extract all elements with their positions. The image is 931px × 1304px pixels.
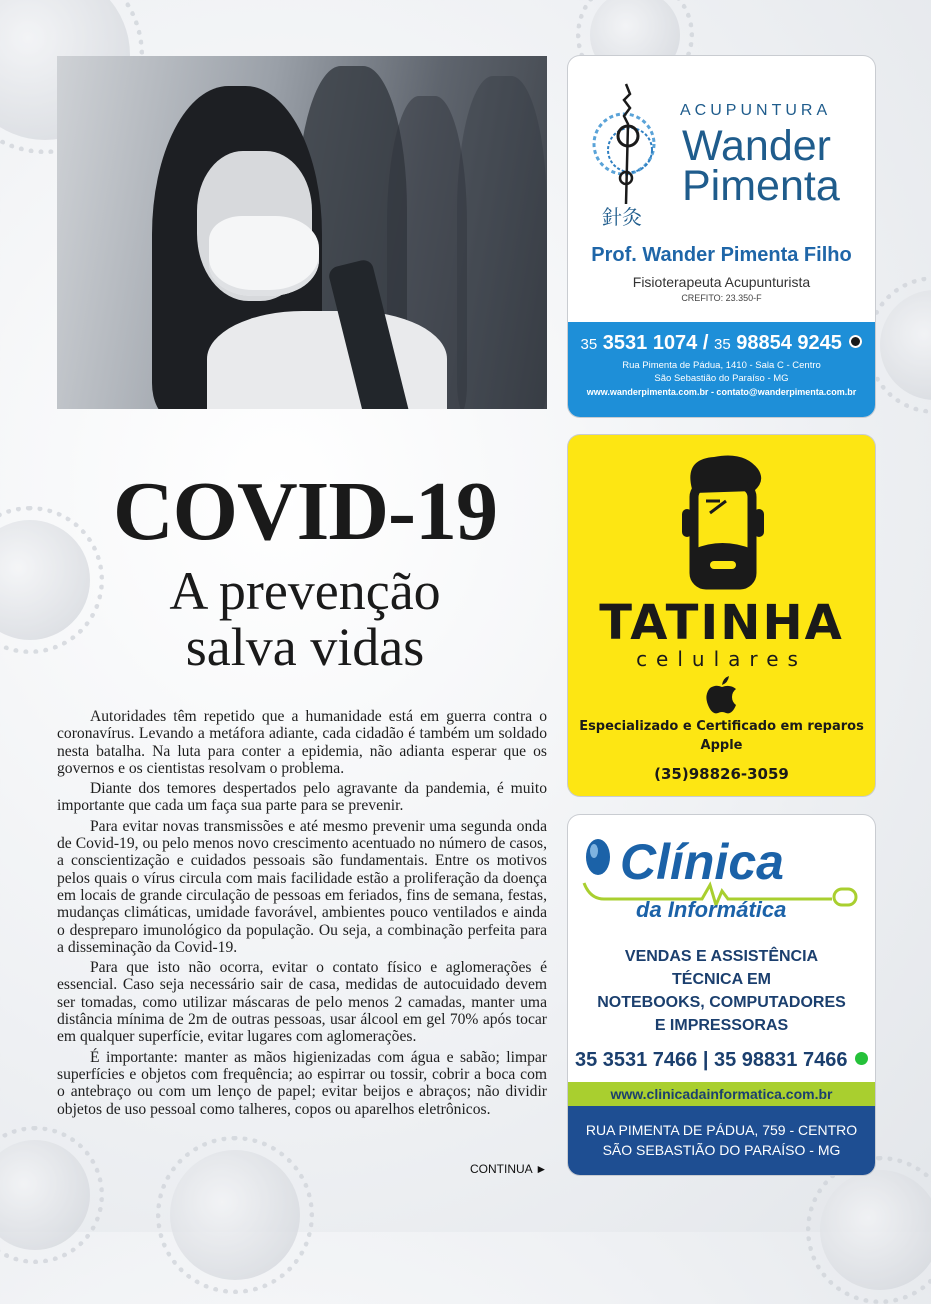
specialty-line1: Especializado e Certificado em reparos bbox=[579, 719, 864, 734]
phone-numbers[interactable] bbox=[568, 332, 875, 355]
professional-name: Prof. Wander Pimenta Filho bbox=[591, 244, 852, 266]
area-code: 35 bbox=[580, 336, 598, 353]
article-paragraph: Diante dos temores despertados pelo agravante da pandemia, é muito importante que cada um faça sua parte para se prevenir. bbox=[57, 780, 547, 815]
virus-decoration bbox=[820, 1170, 931, 1290]
virus-decoration bbox=[880, 290, 931, 400]
address-line2: SÃO SEBASTIÃO DO PARAÍSO - MG bbox=[602, 1142, 841, 1158]
article-paragraph: É importante: manter as mãos higienizadas com água e sabão; limpar superfícies e objetos com frequência; ao espirrar ou tossir, cobrir a boca com o antebraço ou com um lenço de papel; evitar beijos e abraços; não dividir objetos de uso pessoal como talheres, copos ou aparelhos eletrônicos. bbox=[57, 1048, 547, 1118]
chinese-characters: 針灸 bbox=[602, 205, 642, 229]
apple-logo-icon bbox=[704, 675, 740, 715]
brand-name bbox=[682, 122, 840, 210]
specialty-line2: Apple bbox=[700, 738, 743, 753]
phone-numbers[interactable] bbox=[568, 1049, 875, 1072]
article-body bbox=[57, 708, 547, 1118]
headline-subtitle-line2: salva vidas bbox=[185, 617, 425, 677]
crefito-number: CREFITO: 23.350-F bbox=[681, 293, 762, 303]
headline-title: COVID-19 bbox=[113, 465, 497, 558]
phone-numbers-text: 35 3531 7466 | 35 98831 7466 bbox=[574, 1049, 848, 1071]
virus-decoration bbox=[0, 1140, 90, 1250]
clinic-name: Clínica bbox=[620, 834, 784, 890]
service-line: VENDAS E ASSISTÊNCIA bbox=[624, 948, 819, 965]
service-line: E IMPRESSORAS bbox=[654, 1017, 789, 1034]
brand-name-line1: Wander bbox=[682, 122, 831, 170]
professional-role: Fisioterapeuta Acupunturista bbox=[632, 274, 811, 290]
services-list bbox=[568, 945, 875, 1037]
virus-decoration bbox=[170, 1150, 300, 1280]
article-paragraph: Autoridades têm repetido que a humanidade está em guerra contra o coronavírus. Levando a metáfora adiante, cada cidadão é também um soldado nesta batalha. Na luta para conter a epidemia, não adianta esperar que os governos e os cientistas resolvam o problema. bbox=[57, 708, 547, 777]
face-mask bbox=[209, 216, 319, 296]
acupuncture-logo-icon bbox=[586, 74, 668, 234]
ad-acupuntura[interactable] bbox=[568, 56, 875, 417]
article-paragraph: Para que isto não ocorra, evitar o contato físico e aglomerações é essencial. Caso seja necessário sair de casa, medidas de autocuidado devem ser tomadas, como utilizar máscaras de pelo menos 2 camadas, manter uma distância mínima de 2m de outras pessoas, usar álcool em gel 70% após tocar em qualquer superfície, evitar lugares com aglomerações. bbox=[57, 959, 547, 1046]
phone-landline: 3531 1074 bbox=[602, 332, 698, 354]
store-subtitle: celulares bbox=[636, 647, 807, 671]
contact-band bbox=[568, 322, 875, 417]
continue-link[interactable]: CONTINUA ► bbox=[470, 1162, 548, 1176]
phone-separator: / bbox=[702, 332, 709, 354]
address-line2: São Sebastião do Paraíso - MG bbox=[654, 373, 789, 384]
address-band bbox=[568, 1106, 875, 1175]
ad-tatinha-celulares[interactable] bbox=[568, 435, 875, 796]
woman-with-mask-photo bbox=[57, 56, 547, 409]
address bbox=[568, 359, 875, 385]
brand-name-line2: Pimenta bbox=[682, 162, 840, 210]
article-headline bbox=[60, 462, 550, 677]
store-name: TATINHA bbox=[599, 595, 844, 651]
service-line: TÉCNICA EM bbox=[672, 971, 771, 988]
service-line: NOTEBOOKS, COMPUTADORES bbox=[597, 994, 846, 1011]
whatsapp-icon bbox=[855, 1052, 868, 1065]
area-code: 35 bbox=[714, 336, 731, 353]
brand-category: ACUPUNTURA bbox=[680, 102, 832, 119]
ad-clinica-informatica[interactable] bbox=[568, 815, 875, 1175]
specialty-text bbox=[568, 717, 875, 755]
website-email[interactable]: www.wanderpimenta.com.br - contato@wanderpimenta.com.br bbox=[586, 387, 857, 397]
headline-subtitle-line1: A prevenção bbox=[169, 561, 441, 621]
article-paragraph: Para evitar novas transmissões e até mesmo prevenir uma segunda onda de Covid-19, ou pelo menos novo crescimento acentuado no número de casos, a conscientização e cuidados pessoais são fundamentais. Entre os motivos pelos quais o vírus circula com mais facilidade estão a proliferação da doença em locais de grande circulação de pessoas em feriados, fins de semana, festas, mudanças climáticas, umidade favorável, ambientes pouco ventilados e ainda o despreparo imunológico da população. Ou seja, a combinação perfeita para a disseminação da Covid-19. bbox=[57, 817, 547, 956]
whatsapp-icon bbox=[849, 335, 862, 348]
phone-mascot-icon bbox=[674, 449, 770, 594]
clinic-subtitle: da Informática bbox=[636, 897, 787, 922]
phone-mobile: 98854 9245 bbox=[736, 332, 842, 354]
phone-number[interactable]: (35)98826-3059 bbox=[654, 765, 789, 783]
address-line1: RUA PIMENTA DE PÁDUA, 759 - CENTRO bbox=[585, 1122, 858, 1138]
address-line1: Rua Pimenta de Pádua, 1410 - Sala C - Centro bbox=[622, 360, 821, 371]
website[interactable]: www.clinicadainformatica.com.br bbox=[568, 1082, 875, 1106]
